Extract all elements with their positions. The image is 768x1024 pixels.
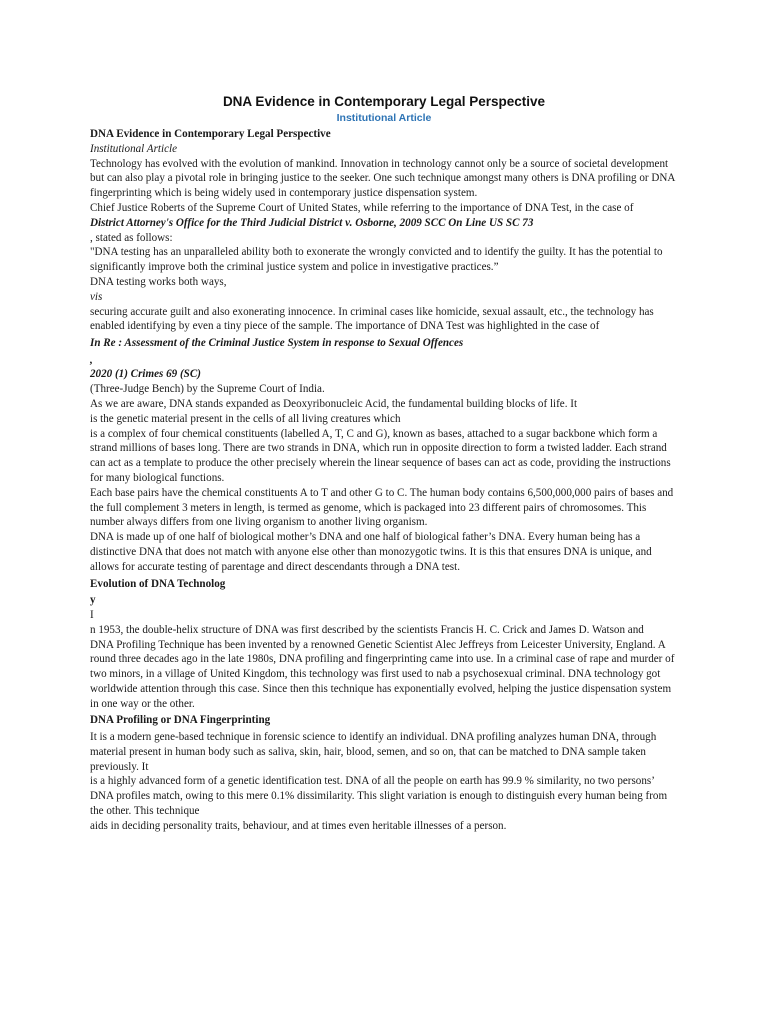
heading-evolution: Evolution of DNA Technolog: [90, 577, 226, 590]
paragraph-dna-expanded: As we are aware, DNA stands expanded as Deoxyribonucleic Acid, the fundamental building blocks of life. It: [90, 398, 578, 411]
paragraph-jeffreys: DNA Profiling Technique has been invented by a renowned Genetic Scientist Alec Jeffreys from Leicester University, England. A: [90, 638, 666, 651]
article-body: [90, 127, 678, 834]
paragraph-bases: is a complex of four chemical constituents (labelled A, T, C and G), known as bases, attached to a sugar backbone which form a strand millions of bases long. There are two strands in DNA, which run in opposite direction to form a twisted ladder. Each strand can act as a template to produce the other precisely wherein the linear sequence of bases can act as code, providing the instructions for many biological functions.: [90, 427, 671, 485]
paragraph-roberts: Chief Justice Roberts of the Supreme Court of United States, while referring to the importance of DNA Test, in the case of: [90, 201, 634, 214]
paragraph-base-pairs: Each base pairs have the chemical constituents A to T and other G to C. The human body contains 6,500,000,000 pairs of bases and the full complement 3 meters in length, is termed as genome, which is packaged into 23 different pairs of chromosomes. This number always differs from one living organism to another living organism.: [90, 486, 674, 529]
case-citation-in-re: In Re : Assessment of the Criminal Justice System in response to Sexual Offences: [90, 337, 464, 350]
quote-block: "DNA testing has an unparalleled ability both to exonerate the wrongly convicted and to identify the guilty. It has the potential to significantly improve both the criminal justice system and police in investigative practices.”: [90, 246, 663, 274]
paragraph-both-ways: DNA testing works both ways,: [90, 275, 227, 288]
paragraph-genetic-material: is the genetic material present in the cells of all living creatures which: [90, 412, 401, 425]
article-type: Institutional Article: [90, 142, 178, 155]
document-header: [0, 93, 768, 126]
paragraph-bench: (Three-Judge Bench) by the Supreme Court of India.: [90, 383, 325, 396]
case-citation-osborne: District Attorney's Office for the Third Judicial District v. Osborne, 2009 SCC On Line US SC 73: [90, 216, 534, 229]
drop-letter: I: [90, 608, 94, 621]
article-title: DNA Evidence in Contemporary Legal Perspective: [90, 128, 331, 140]
document-subtitle: Institutional Article: [336, 112, 432, 124]
paragraph-inheritance: DNA is made up of one half of biological mother’s DNA and one half of biological father’s DNA. Every human being has a distinctive DNA that does not match with anyone else other than monozygotic twins. It is this that ensures DNA is unique, and allows for accurate testing of parentage and direct descendants through a DNA test.: [90, 531, 652, 573]
paragraph-1980s: round three decades ago in the late 1980s, DNA profiling and fingerprinting came into use. In a criminal case of rape and murder of two minors, in a village of United Kingdom, this technology was first used to nab a psychosexual criminal. DNA technology got worldwide attention through this case. Since then this technique has exponentially evolved, helping the justice dispensation system in one way or the other.: [90, 653, 675, 710]
paragraph-traits: aids in deciding personality traits, behaviour, and at times even heritable illnesses of a person.: [90, 819, 507, 832]
vis-text: vis: [90, 290, 103, 303]
paragraph-securing: securing accurate guilt and also exonerating innocence. In criminal cases like homicide, sexual assault, etc., the technology has enabled identifying by even a tiny piece of the sample. The importance of DNA Test was highlighted in the case of: [90, 305, 654, 333]
paragraph-stated: , stated as follows:: [90, 231, 173, 244]
paragraph-intro: Technology has evolved with the evolution of mankind. Innovation in technology cannot only be a source of societal development but can also play a pivotal role in bringing justice to the seeker. One such technique amongst many others is DNA profiling or DNA fingerprinting which is being widely used in contemporary justice dispensation system.: [90, 157, 675, 200]
heading-profiling: DNA Profiling or DNA Fingerprinting: [90, 714, 271, 727]
case-citation-crimes: 2020 (1) Crimes 69 (SC): [90, 368, 201, 381]
paragraph-similarity: is a highly advanced form of a genetic identification test. DNA of all the people on earth has 99.9 % similarity, no two persons’ DNA profiles match, owing to this mere 0.1% dissimilarity. This slight variation is enough to distinguish every human being from the other. This technique: [90, 775, 668, 817]
paragraph-1953: n 1953, the double-helix structure of DNA was first described by the scientists Francis H. C. Crick and James D. Watson and: [90, 623, 644, 636]
case-comma: ,: [90, 353, 93, 366]
document-title: DNA Evidence in Contemporary Legal Perspective: [222, 94, 546, 109]
paragraph-profiling-intro: It is a modern gene-based technique in forensic science to identify an individual. DNA profiling analyzes human DNA, through material present in human body such as saliva, skin, hair, blood, semen, and so on, that can be matched to DNA sample taken previously. It: [90, 730, 657, 773]
heading-evolution-tail: y: [90, 594, 96, 607]
